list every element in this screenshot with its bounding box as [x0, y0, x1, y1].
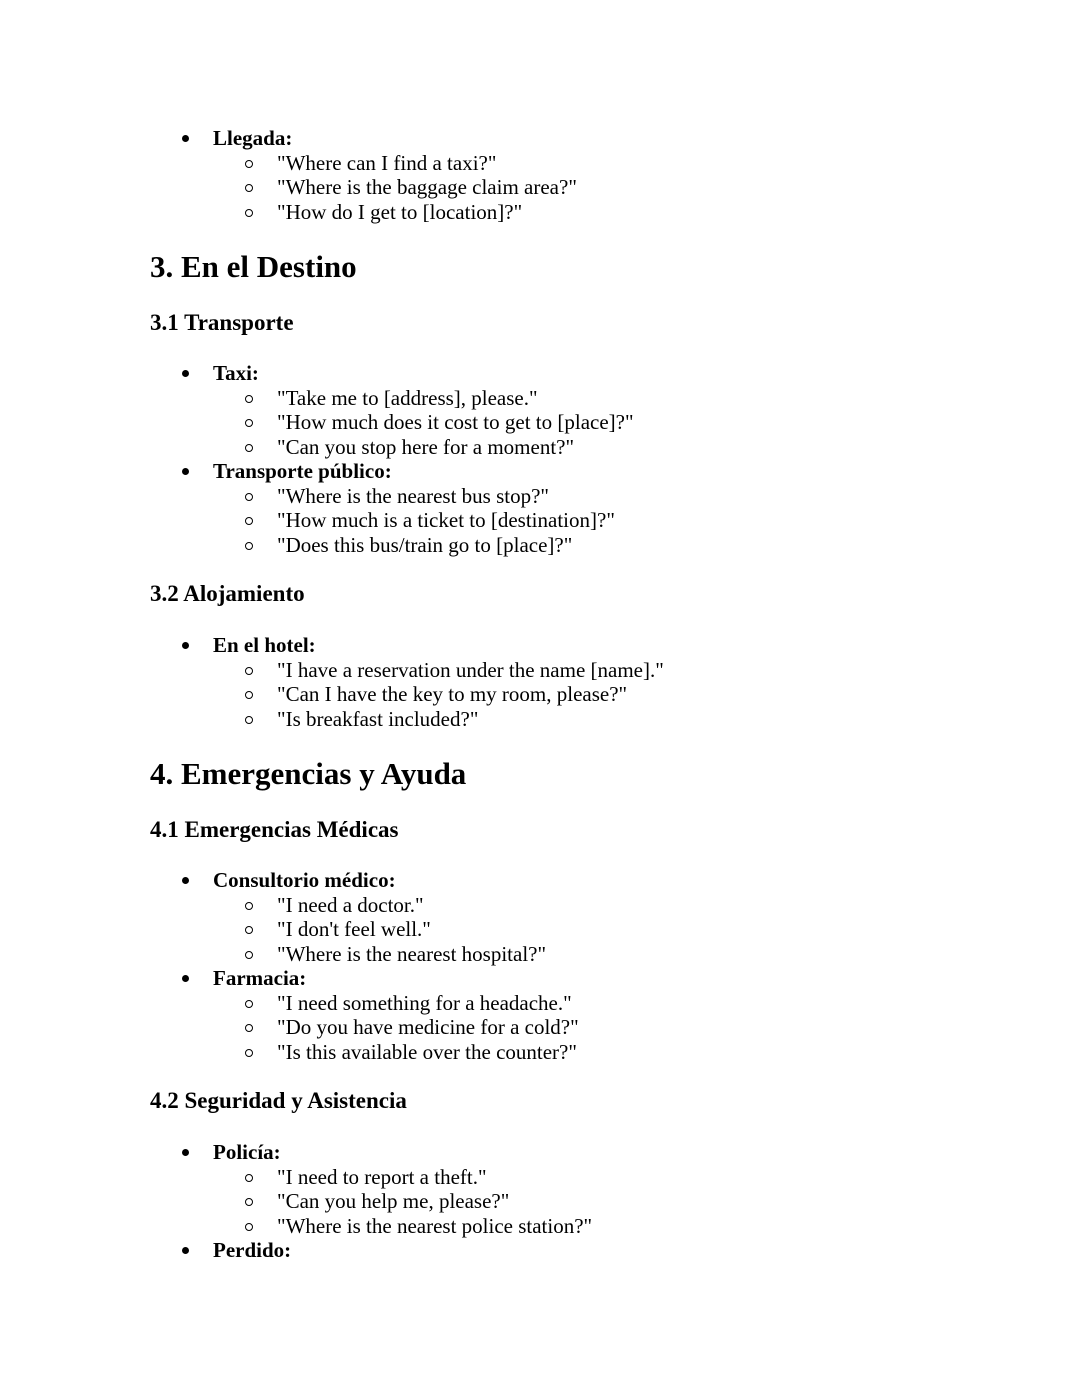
seguridad-list — [0, 1140, 1080, 1263]
circle-bullet-icon — [245, 716, 253, 724]
phrase-text: "I don't feel well." — [277, 917, 431, 941]
circle-bullet-icon — [245, 542, 253, 550]
circle-bullet-icon — [245, 667, 253, 675]
bullet-icon — [182, 1247, 189, 1254]
phrase-item — [0, 917, 1080, 942]
phrase-text: "Can you help me, please?" — [277, 1189, 510, 1213]
phrase-item — [0, 658, 1080, 683]
phrase-item — [0, 682, 1080, 707]
phrase-item — [0, 410, 1080, 435]
circle-bullet-icon — [245, 926, 253, 934]
circle-bullet-icon — [245, 209, 253, 217]
subsection-heading-transporte: 3.1 Transporte — [150, 310, 294, 335]
phrase-text: "Is this available over the counter?" — [277, 1039, 577, 1064]
list-item-label: En el hotel: — [213, 633, 316, 657]
bullet-icon — [182, 370, 189, 377]
list-item-farmacia — [0, 966, 1080, 991]
phrase-text: "How much does it cost to get to [place]?" — [277, 410, 634, 434]
list-item-hotel — [0, 633, 1080, 658]
phrase-item — [0, 1189, 1080, 1214]
phrase-text: "How do I get to [location]?" — [277, 199, 523, 224]
subsection-heading-alojamiento: 3.2 Alojamiento — [150, 581, 305, 606]
phrase-text: "Where is the nearest hospital?" — [277, 941, 547, 966]
circle-bullet-icon — [245, 691, 253, 699]
circle-bullet-icon — [245, 160, 253, 168]
circle-bullet-icon — [245, 1049, 253, 1057]
circle-bullet-icon — [245, 395, 253, 403]
phrase-text: "Where is the nearest police station?" — [277, 1213, 593, 1238]
phrase-text: "Where is the nearest bus stop?" — [277, 483, 549, 508]
bullet-icon — [182, 877, 189, 884]
circle-bullet-icon — [245, 517, 253, 525]
list-item-label: Consultorio médico: — [213, 868, 396, 892]
bullet-icon — [182, 975, 189, 982]
section-heading-destino: 3. En el Destino — [150, 249, 357, 284]
circle-bullet-icon — [245, 1024, 253, 1032]
subsection-heading-seguridad: 4.2 Seguridad y Asistencia — [150, 1088, 407, 1113]
list-item-label: Perdido: — [213, 1238, 292, 1262]
phrase-text: "I need to report a theft." — [277, 1164, 487, 1189]
phrase-item — [0, 200, 1080, 225]
circle-bullet-icon — [245, 419, 253, 427]
list-item-taxi — [0, 361, 1080, 386]
phrase-item — [0, 1040, 1080, 1065]
list-item-llegada — [0, 126, 1080, 151]
phrase-text: "I need something for a headache." — [277, 990, 572, 1015]
phrase-text: "Take me to [address], please." — [277, 385, 538, 410]
phrase-item — [0, 484, 1080, 509]
list-item-label: Farmacia: — [213, 966, 307, 990]
arrival-list — [0, 126, 1080, 224]
phrase-item — [0, 707, 1080, 732]
medicas-list — [0, 868, 1080, 1064]
bullet-icon — [182, 1149, 189, 1156]
phrase-text: "Where is the baggage claim area?" — [277, 175, 577, 199]
list-item-label: Transporte público: — [213, 459, 392, 483]
list-item-label: Llegada: — [213, 126, 293, 150]
phrase-text: "Can you stop here for a moment?" — [277, 434, 575, 459]
phrase-item — [0, 1015, 1080, 1040]
alojamiento-list — [0, 633, 1080, 731]
list-item-consultorio — [0, 868, 1080, 893]
phrase-item — [0, 1165, 1080, 1190]
circle-bullet-icon — [245, 951, 253, 959]
phrase-text: "Is breakfast included?" — [277, 706, 479, 731]
circle-bullet-icon — [245, 184, 253, 192]
bullet-icon — [182, 135, 189, 142]
bullet-icon — [182, 642, 189, 649]
phrase-item — [0, 151, 1080, 176]
list-item-label: Policía: — [213, 1140, 281, 1164]
phrase-item — [0, 893, 1080, 918]
list-item-label: Taxi: — [213, 361, 259, 385]
circle-bullet-icon — [245, 1198, 253, 1206]
phrase-text: "I have a reservation under the name [name]." — [277, 657, 664, 682]
phrase-text: "Does this bus/train go to [place]?" — [277, 532, 573, 557]
list-item-policia — [0, 1140, 1080, 1165]
list-item-perdido — [0, 1238, 1080, 1263]
transporte-list — [0, 361, 1080, 557]
circle-bullet-icon — [245, 1174, 253, 1182]
bullet-icon — [182, 468, 189, 475]
circle-bullet-icon — [245, 902, 253, 910]
phrase-text: "How much is a ticket to [destination]?" — [277, 508, 615, 532]
list-item-transporte-publico — [0, 459, 1080, 484]
phrase-item — [0, 508, 1080, 533]
phrase-text: "Do you have medicine for a cold?" — [277, 1015, 579, 1039]
phrase-text: "Can I have the key to my room, please?" — [277, 682, 628, 706]
phrase-item — [0, 435, 1080, 460]
phrase-item — [0, 942, 1080, 967]
circle-bullet-icon — [245, 1000, 253, 1008]
subsection-heading-medicas: 4.1 Emergencias Médicas — [150, 817, 399, 842]
circle-bullet-icon — [245, 493, 253, 501]
phrase-item — [0, 1214, 1080, 1239]
phrase-text: "Where can I find a taxi?" — [277, 150, 497, 175]
phrase-item — [0, 533, 1080, 558]
phrase-item — [0, 386, 1080, 411]
phrase-text: "I need a doctor." — [277, 892, 424, 917]
section-heading-emergencias: 4. Emergencias y Ayuda — [150, 756, 467, 791]
circle-bullet-icon — [245, 1223, 253, 1231]
circle-bullet-icon — [245, 444, 253, 452]
phrase-item — [0, 991, 1080, 1016]
phrase-item — [0, 175, 1080, 200]
